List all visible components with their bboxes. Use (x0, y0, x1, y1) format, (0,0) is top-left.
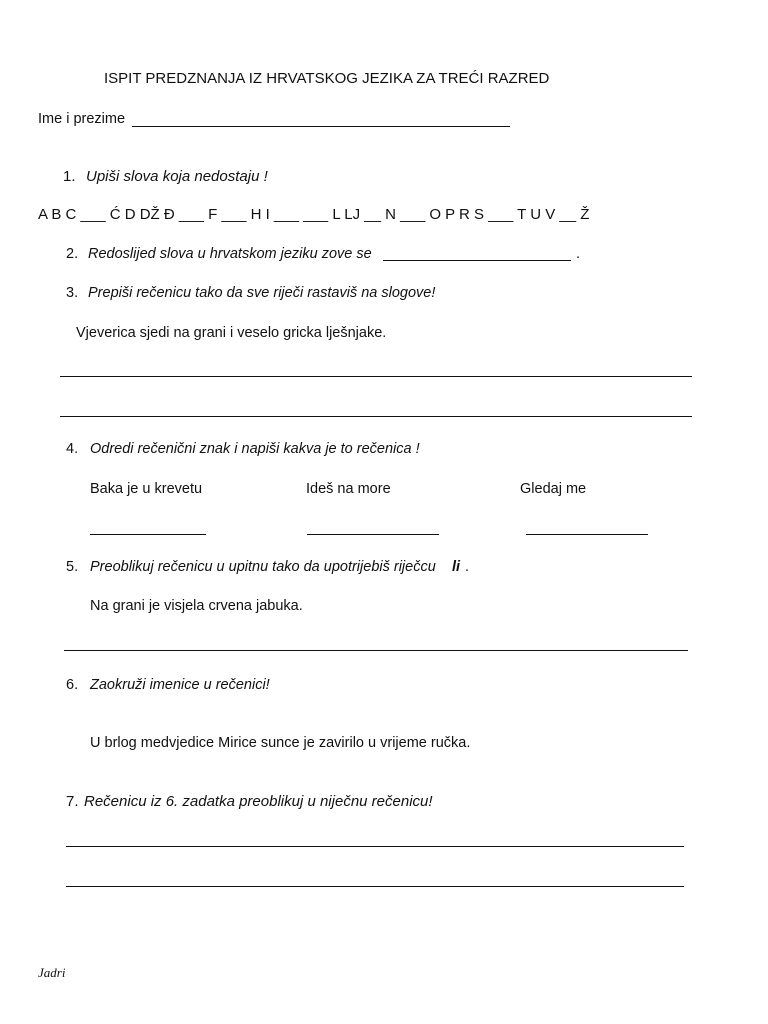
name-label: Ime i prezime (38, 111, 126, 127)
task-6-sentence: U brlog medvjedice Mirice sunce je zavirilo u vrijeme ručka. (90, 735, 471, 751)
task-4-item-3: Gledaj me (520, 481, 587, 497)
task-5-instruction: Preoblikuj rečenicu u upitnu tako da upotrijebiš riječcu (90, 559, 436, 575)
task-5-sentence: Na grani je visjela crvena jabuka. (90, 598, 303, 614)
name-line[interactable] (132, 126, 510, 127)
task-4-item-2: Ideš na more (306, 481, 391, 497)
task-4-item-1: Baka je u krevetu (90, 481, 203, 497)
task-2-period: . (576, 246, 581, 262)
alphabet-row: A B C ___ Ć D DŽ Đ ___ F ___ H I ___ ___ L LJ __ N ___ O P R S ___ T U V __ Ž (38, 206, 590, 223)
task-1-instruction: Upiši slova koja nedostaju ! (86, 168, 268, 185)
task-5-particle: li (452, 559, 461, 575)
footer-author: Jadri (38, 965, 66, 980)
task-2-answer-line[interactable] (383, 260, 571, 261)
task-4-answer-line-1[interactable] (90, 534, 206, 535)
task-3-sentence: Vjeverica sjedi na grani i veselo gricka lješnjake. (76, 325, 387, 341)
task-7-instruction: Rečenicu iz 6. zadatka preoblikuj u niječnu rečenicu! (84, 793, 433, 810)
task-7-answer-line-2[interactable] (66, 886, 684, 887)
task-2-number: 2. (66, 246, 79, 262)
task-5-period: . (465, 559, 470, 575)
task-3-number: 3. (66, 285, 79, 301)
task-4-instruction: Odredi rečenični znak i napiši kakva je to rečenica ! (90, 441, 420, 457)
task-1-number: 1. (63, 168, 76, 185)
task-7-number: 7. (66, 793, 79, 810)
task-7-answer-line-1[interactable] (66, 846, 684, 847)
task-4-number: 4. (66, 441, 79, 457)
task-3-answer-line-2[interactable] (60, 416, 692, 417)
page-title: ISPIT PREDZNANJA IZ HRVATSKOG JEZIKA ZA TREĆI RAZRED (104, 70, 550, 87)
task-3-answer-line-1[interactable] (60, 376, 692, 377)
task-4-answer-line-2[interactable] (307, 534, 439, 535)
task-2-instruction: Redoslijed slova u hrvatskom jeziku zove se (88, 246, 372, 262)
task-3-instruction: Prepiši rečenicu tako da sve riječi rastaviš na slogove! (88, 285, 436, 301)
task-6-number: 6. (66, 677, 79, 693)
task-4-answer-line-3[interactable] (526, 534, 648, 535)
task-5-number: 5. (66, 559, 79, 575)
task-5-answer-line[interactable] (64, 650, 688, 651)
task-6-instruction: Zaokruži imenice u rečenici! (90, 677, 270, 693)
